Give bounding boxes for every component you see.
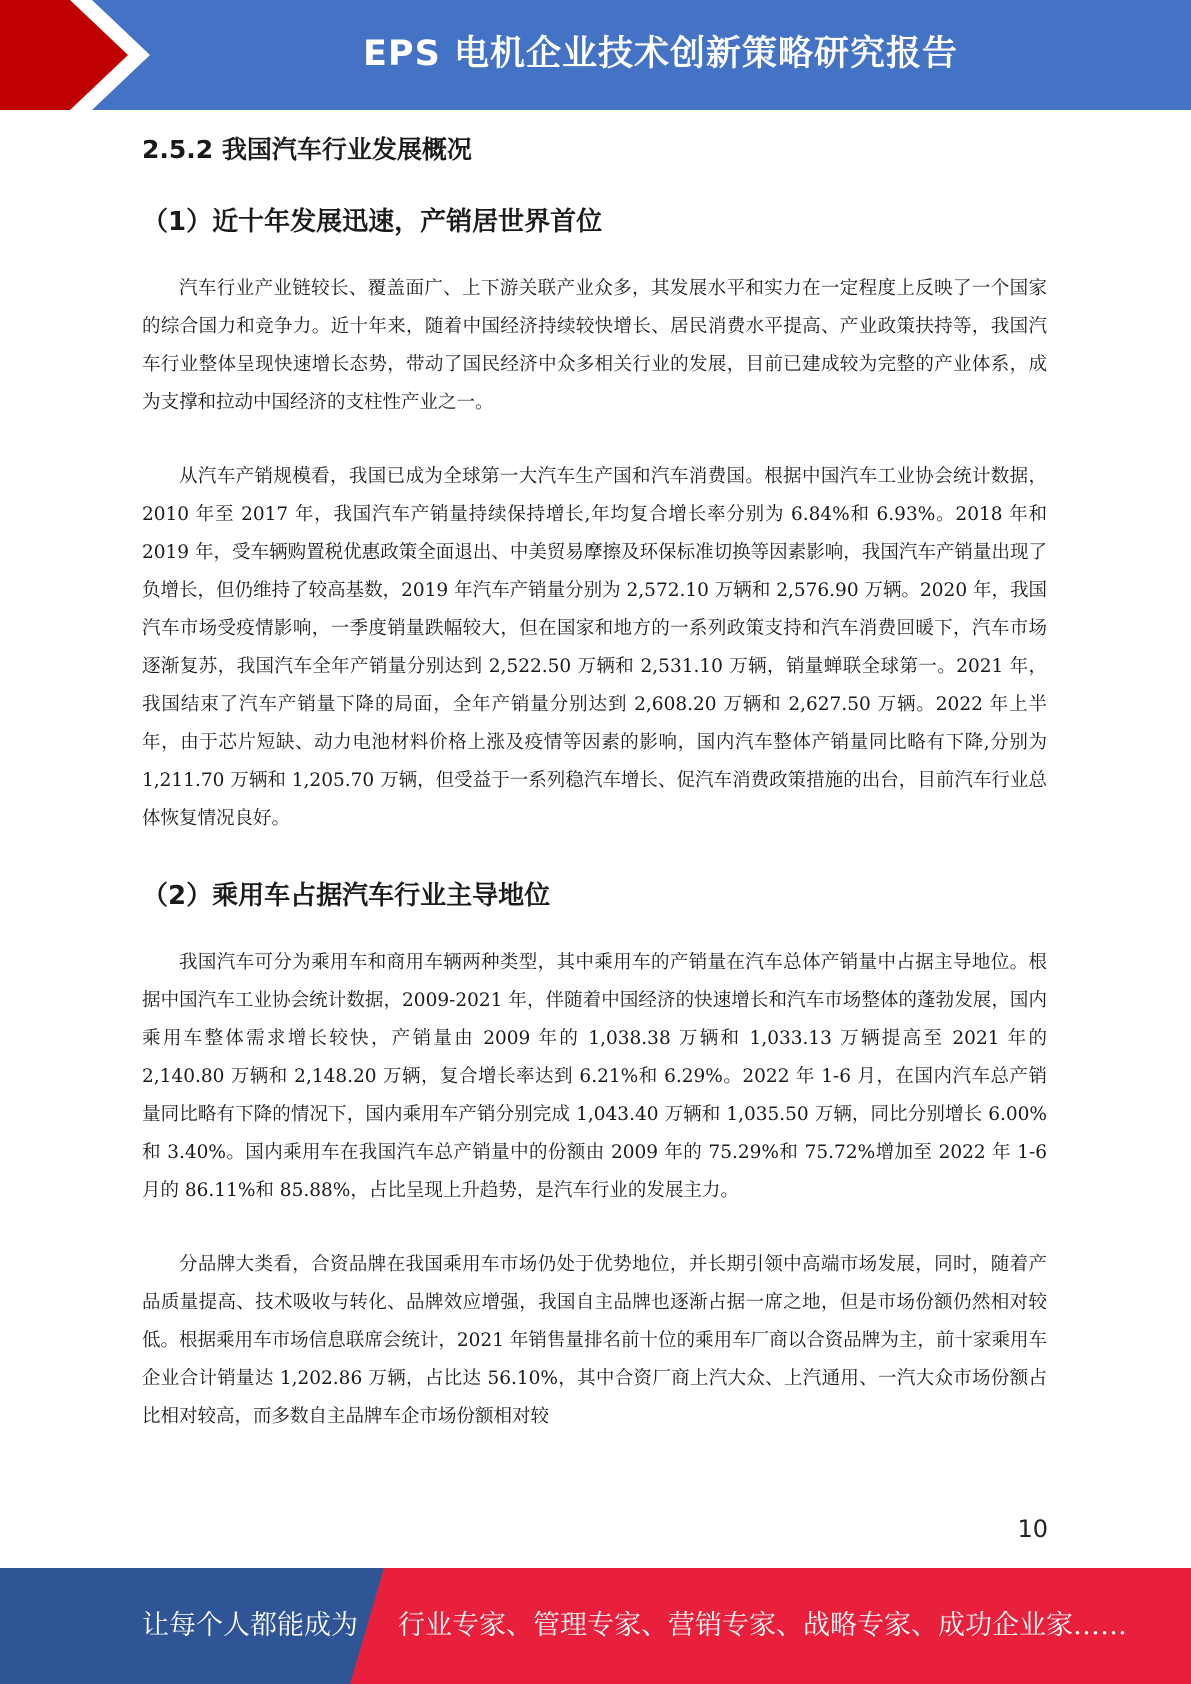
paragraph: 我国汽车可分为乘用车和商用车辆两种类型，其中乘用车的产销量在汽车总体产销量中占据主导地位。根据中国汽车工业协会统计数据，2009-2021 年，伴随着中国经济的快速增长和汽车市场整体的蓬勃发展，国内乘用车整体需求增长较快，产销量由 2009 年的 1,038.38 万辆和 1,033.13 万辆提高至 2021 年的 2,140.80 万辆和 2,148.20 万辆，复合增长率达到 6.21%和 6.29%。2022 年 1-6 月，在国内汽车总产销量同比略有下降的情况下，国内乘用车产销分别完成 1,043.40 万辆和 1,035.50 万辆，同比分别增长 6.00%和 3.40%。国内乘用车在我国汽车总产销量中的份额由 2009 年的 75.29%和 75.72%增加至 2022 年 1-6 月的 86.11%和 85.88%，占比呈现上升趋势，是汽车行业的发展主力。 xyxy=(142,952,1047,1201)
footer-slogan-right: 行业专家、管理专家、营销专家、战略专家、成功企业家…… xyxy=(398,1610,1127,1641)
page-number: 10 xyxy=(1017,1515,1048,1543)
report-header xyxy=(0,0,1191,110)
page-content xyxy=(142,128,1047,1472)
page-footer xyxy=(0,1568,1191,1684)
report-title: EPS 电机企业技术创新策略研究报告 xyxy=(363,34,958,74)
subsection-title-2: （2）乘用车占据汽车行业主导地位 xyxy=(142,881,551,911)
paragraph: 汽车行业产业链较长、覆盖面广、上下游关联产业众多，其发展水平和实力在一定程度上反映了一个国家的综合国力和竞争力。近十年来，随着中国经济持续较快增长、居民消费水平提高、产业政策扶持等，我国汽车行业整体呈现快速增长态势，带动了国民经济中众多相关行业的发展，目前已建成较为完整的产业体系，成为支撑和拉动中国经济的支柱性产业之一。 xyxy=(142,278,1047,413)
paragraph: 分品牌大类看，合资品牌在我国乘用车市场仍处于优势地位，并长期引领中高端市场发展，同时，随着产品质量提高、技术吸收与转化、品牌效应增强，我国自主品牌也逐渐占据一席之地，但是市场份额仍然相对较低。根据乘用车市场信息联席会统计，2021 年销售量排名前十位的乘用车厂商以合资品牌为主，前十家乘用车企业合计销量达 1,202.86 万辆，占比达 56.10%，其中合资厂商上汽大众、上汽通用、一汽大众市场份额占比相对较高，而多数自主品牌车企市场份额相对较 xyxy=(142,1254,1047,1427)
paragraph: 从汽车产销规模看，我国已成为全球第一大汽车生产国和汽车消费国。根据中国汽车工业协会统计数据，2010 年至 2017 年，我国汽车产销量持续保持增长,年均复合增长率分别为 6.84%和 6.93%。2018 年和 2019 年，受车辆购置税优惠政策全面退出、中美贸易摩擦及环保标准切换等因素影响，我国汽车产销量出现了负增长，但仍维持了较高基数，2019 年汽车产销量分别为 2,572.10 万辆和 2,576.90 万辆。2020 年，我国汽车市场受疫情影响，一季度销量跌幅较大，但在国家和地方的一系列政策支持和汽车消费回暖下，汽车市场逐渐复苏，我国汽车全年产销量分别达到 2,522.50 万辆和 2,531.10 万辆，销量蝉联全球第一。2021 年，我国结束了汽车产销量下降的局面，全年产销量分别达到 2,608.20 万辆和 2,627.50 万辆。2022 年上半年，由于芯片短缺、动力电池材料价格上涨及疫情等因素的影响，国内汽车整体产销量同比略有下降,分别为 1,211.70 万辆和 1,205.70 万辆，但受益于一系列稳汽车增长、促汽车消费政策措施的出台，目前汽车行业总体恢复情况良好。 xyxy=(142,466,1047,829)
section-title: 2.5.2 我国汽车行业发展概况 xyxy=(142,135,472,164)
footer-slogan-left: 让每个人都能成为 xyxy=(142,1610,358,1641)
subsection-title-1: （1）近十年发展迅速，产销居世界首位 xyxy=(142,207,603,237)
